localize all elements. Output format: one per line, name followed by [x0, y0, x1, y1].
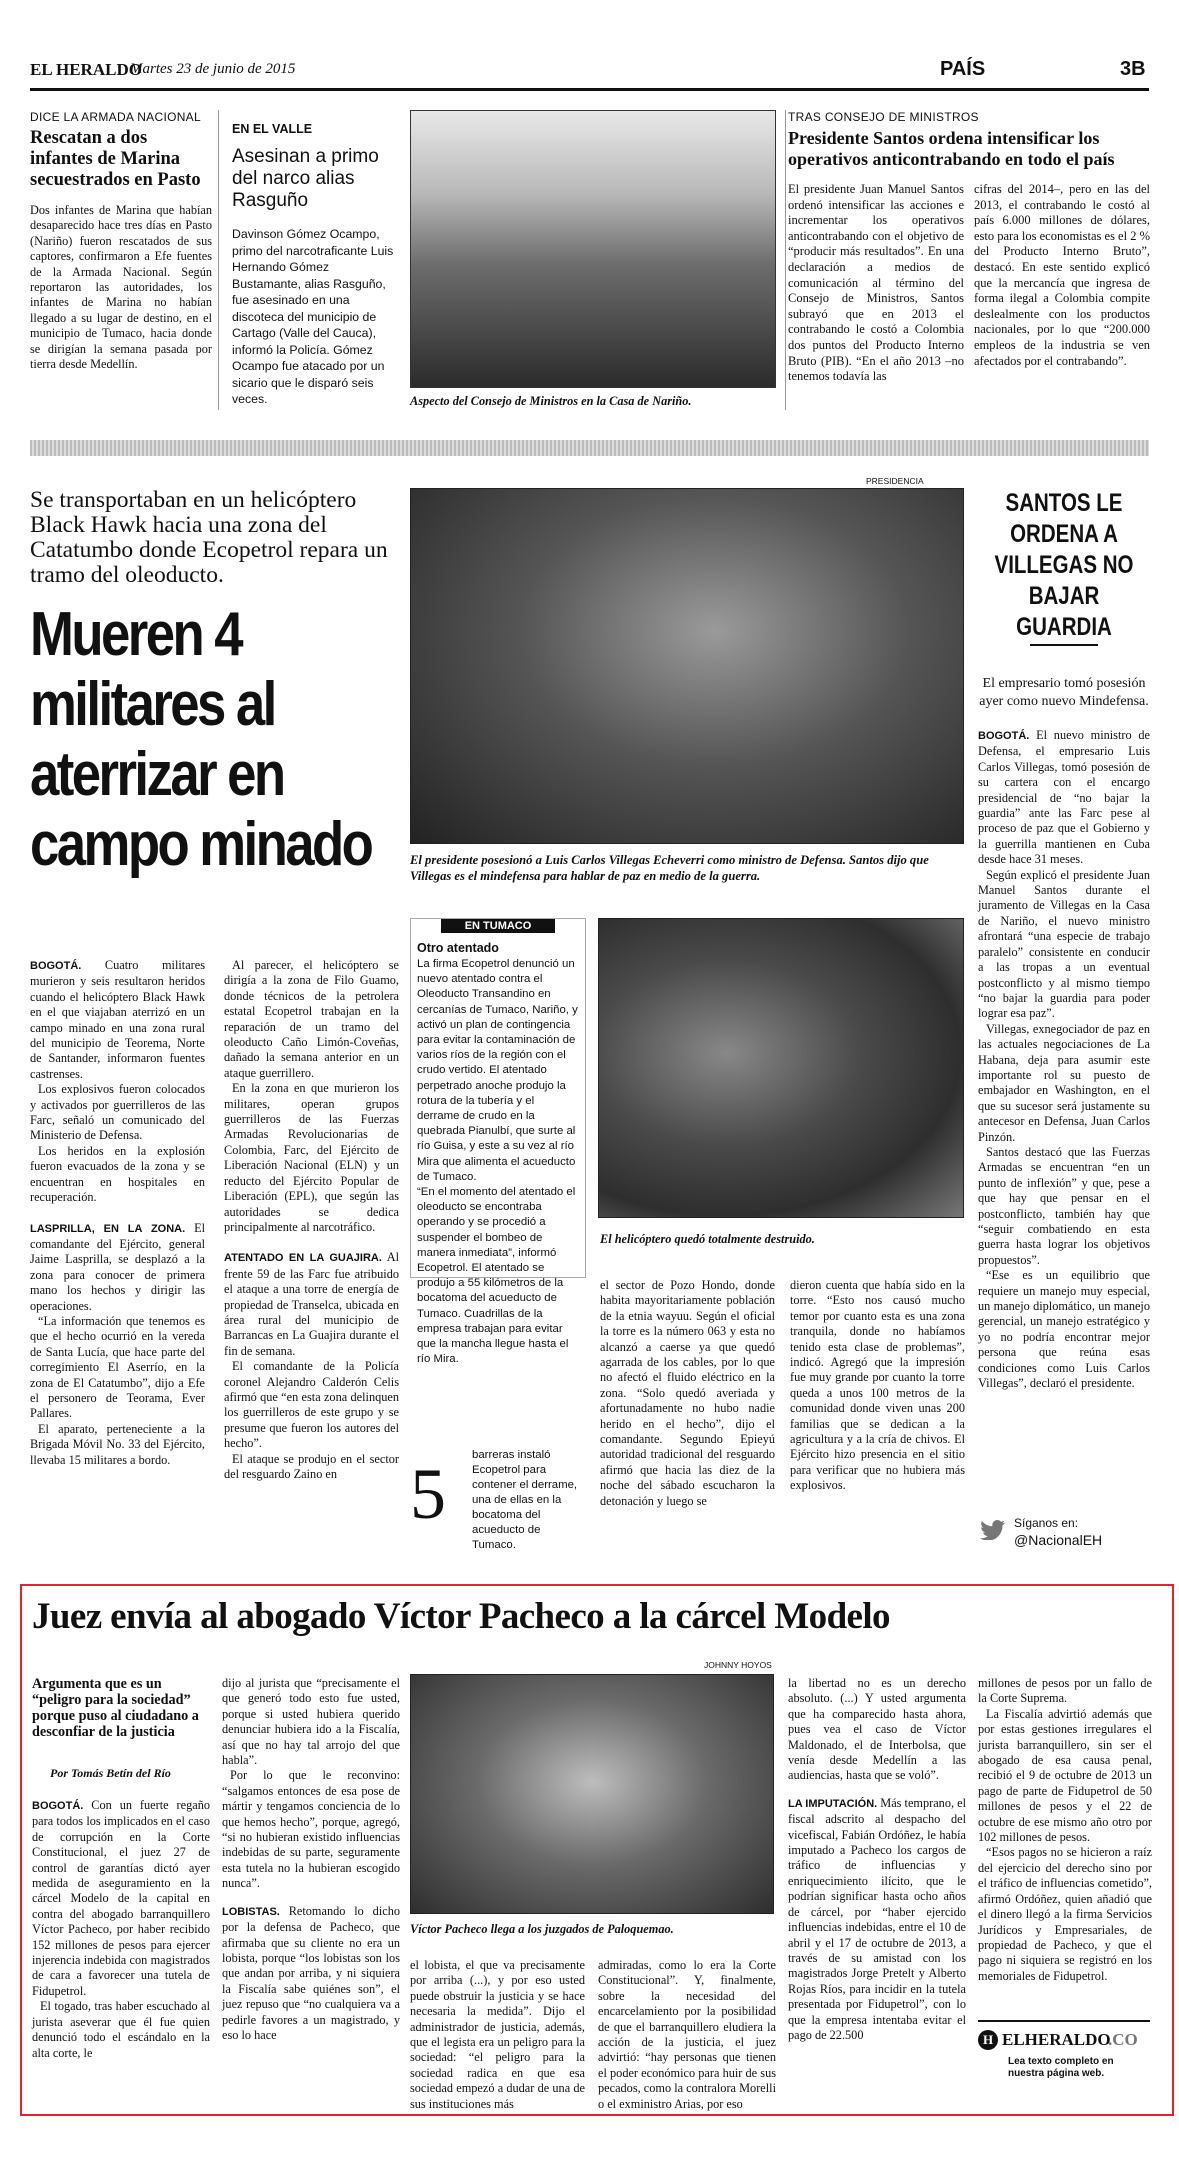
paragraph-lead: ATENTADO EN LA GUAJIRA.	[224, 1252, 382, 1265]
story-rasguno	[232, 122, 400, 408]
bottom-headline: Juez envía al abogado Víctor Pacheco a la cárcel Modelo	[32, 1596, 890, 1637]
paragraph-text: Santos destacó que las Fuerzas Armadas se encuentran “en un punto de inflexión” y que, pese a que hay que pensar en el postconflicto, también hay que “seguir combatiendo en esta guerra hasta lograr los objetivos propuestos”.	[978, 1144, 1150, 1267]
paragraph-lead: LA IMPUTACIÓN.	[788, 1797, 878, 1810]
paragraph	[978, 1022, 1150, 1145]
paragraph-text: millones de pesos por un fallo de la Corte Suprema.	[978, 1676, 1152, 1706]
box-body: La firma Ecopetrol denunció un nuevo atentado contra el Oleoducto Transandino en cercanías de Tumaco, Nariño, y activó un plan de contingencia para evitar la contaminación de varios ríos de la región con el crudo vertido. El atentado perpetrado anoche produjo la rotura de la tubería y el derrame de crudo en la quebrada Pianulbí, que surte al río Guisa, y este a su vez al río Mira que alimenta el acueducto de Tumaco.	[417, 958, 578, 1183]
box-body-2: “En el momento del atentado el oleoducto se encontraba operando y se procedió a suspender el bombeo de manera inmediata”, informó Ecopetrol. El atentado se produjo a 55 kilómetros de la bocatoma del acueducto de Tumaco. Cuadrillas de la empresa trabajan para evitar que la mancha llegue hasta el río Mira.	[417, 1186, 576, 1366]
paragraph	[30, 1082, 205, 1144]
follow-label: Síganos en:	[1014, 1516, 1079, 1530]
paragraph-text: Más temprano, el fiscal adscrito al despacho del vicefiscal, Fabián Ordóñez, le había imputado a Pacheco los cargos de tráfico de influencias y enriquecimiento ilícito, que le podrían significar hasta ocho años de cárcel, por “haber ejercido influencias indebidas, entre el 10 de abril y el 17 de octubre de 2013, a través de su amistad con los magistrados Jorge Pretelt y Alberto Rojas Ríos, para incidir en la tutela presentada por Fidupetrol”, con lo que la empresa intentaba evitar el pago de 22.500	[788, 1795, 967, 2042]
web-promo[interactable]	[978, 2020, 1150, 2092]
paragraph	[788, 1676, 966, 1784]
paragraph-text: “Ese es un equilibrio que requiere un manejo muy especial, un manejo diplomático, un manejo gerencial, un manejo estratégico y yo no podría encontrar mejor persona que reúna esas condiciones como Luis Carlos Villegas”, declaró el presidente.	[978, 1268, 1150, 1391]
photo-caption: El helicóptero quedó totalmente destruido.	[600, 1232, 815, 1246]
bottom-deck: Argumenta que es un “peligro para la sociedad” porque puso al ciudadano a desconfiar de la justicia	[32, 1676, 199, 1740]
story-body: Davinson Gómez Ocampo, primo del narcotraficante Luis Hernando Gómez Bustamante, alias Rasguño, fue asesinado en una discoteca del municipio de Cartago (Valle del Cauca), informó la Policía. Gómez Ocampo fue atacado por un sicario que le disparó seis veces.	[232, 227, 394, 406]
headline-line: militares al	[30, 670, 275, 739]
paragraph-lead: LOBISTAS.	[222, 1905, 280, 1918]
main-body-col4: el sector de Pozo Hondo, donde habita mayoritariamente población de la etnia wayuu. Según el oficial la torre es la número 063 y esta no alcanzó a caerse ya que quedó agarrada de los cables, por lo que no afectó el fluido eléctrico en la zona. “Solo quedó averiada y afortunadamente no hubo nadie herido en el hecho”, dijo el comandante. Segundo Epieyú autoridad tradicional del resguardo afirmó que hacia las diez de la noche del sábado escucharon la detonación y luego se	[600, 1278, 775, 1508]
story-body: Dos infantes de Marina que habían desaparecido hace tres días en Pasto (Nariño) fueron rescatados de sus captores, confirmaron a Efe fuentes de la Armada Nacional. Según reportaron las autoridades, los infantes de Marina no habían llegado a su lugar de destino, en el municipio de Tumaco, hacia donde se dirigían la semana pasada por tierra desde Medellín.	[30, 203, 212, 372]
helicopter-photo	[598, 918, 964, 1218]
paragraph	[224, 1250, 399, 1359]
paragraph-text: Villegas, exnegociador de paz en las actuales negociaciones de La Habana, deja para asumir este importante rol su puesto de embajador en Washington, en el que su sucesor será justamente su antecesor en Defensa, Juan Carlos Pinzón.	[978, 1021, 1150, 1144]
fact-text: barreras instaló Ecopetrol para contener el derrame, una de ellas en la bocatoma del acueducto de Tumaco.	[472, 1449, 578, 1551]
paragraph	[978, 728, 1150, 868]
main-headline	[30, 600, 410, 880]
twitter-bird-icon	[980, 1520, 1006, 1540]
bottom-body-col6	[978, 1676, 1152, 1984]
section-band	[30, 440, 1149, 456]
paragraph-text: Retomando lo dicho por la defensa de Pacheco, que afirmaba que su cliente no era un lobista, porque “los lobistas son los que andan por arriba, y ni siquiera la Fiscalía sabe quiénes son”, el juez repuso que “no cualquiera va a pedirle favores a un magistrado, y eso lo hace	[222, 1903, 400, 2042]
paragraph-text: la libertad no es un derecho absoluto. (...) Y usted argumenta que ha comparecido hasta ahora, pues vea el caso de Víctor Maldonado, el de Interbolsa, que venía desde Medellín a las audiencias, hasta que se voló”.	[788, 1676, 966, 1783]
paragraph-text: “La información que tenemos es que el hecho ocurrió en la vereda de Santa Lucía, que hace parte del corregimiento El Aserrío, en la zona de El Catatumbo”, dijo a Efe el personero de Teorama, Ever Pallares.	[30, 1313, 205, 1421]
column-divider	[218, 110, 219, 410]
story-body-col2: cifras del 2014–, pero en las del 2013, el contrabando le costó al país 6.000 millones de dólares, esto para los economistas es el 2 % del Producto Interno Bruto”, destacó. En este sentido explicó que la mercancía que ingresa de forma ilegal a Colombia compite deslealmente con los productos nacionales, por lo que “200.000 empleos de la industria se ven afectados por el contrabando”.	[974, 182, 1150, 368]
paragraph	[222, 1768, 400, 1891]
paragraph	[30, 1422, 205, 1468]
box-title: Otro atentado	[417, 941, 499, 955]
story-kicker: TRAS CONSEJO DE MINISTROS	[788, 110, 979, 124]
column-divider	[785, 110, 786, 410]
bottom-body-col5	[788, 1676, 966, 2043]
paragraph-text: Al parecer, el helicóptero se dirigía a la zona de Filo Guamo, donde técnicos de la petrolera estatal Ecopetrol trabajan en la reparación de un tramo del oleoducto Caño Limón-Coveñas, dañado la semana anterior en un ataque guerrillero.	[224, 958, 399, 1080]
paragraph-lead: BOGOTÁ.	[978, 730, 1030, 742]
paragraph	[978, 1845, 1152, 1984]
paragraph-text: “Esos pagos no se hicieron a raíz del ejercicio del derecho sino por el tráfico de influencias cometido”, afirmó Ordóñez, quien añadió que el dinero llegó a la firma Servicios Jurídicos y Empresariales, de propiedad de Pacheco, y que el pago ni siquiera se registró en los memoriales de Fidupetrol.	[978, 1845, 1152, 1983]
bottom-body-col1	[32, 1798, 210, 2061]
tumaco-box	[410, 918, 586, 1366]
paragraph-text: El togado, tras haber escuchado al jurista aseverar que él fue quien denunció todo el escándalo en la alta corte, le	[32, 1999, 210, 2060]
paragraph-text: El comandante de la Policía coronel Alejandro Calderón Celis afirmó que “en esta zona delinquen los guerrilleros de este grupo y se presume que fueron los autores del hecho”.	[224, 1359, 399, 1451]
paragraph-text: Al frente 59 de las Farc fue atribuido el ataque a una torre de energía de propiedad de Transelca, ubicada en área rural del municipio de Barrancas en La Guajira durante el fin de semana.	[224, 1250, 399, 1358]
paragraph-text: El comandante del Ejército, general Jaime Lasprilla, se desplazó a la zona para conocer de primera mano los hechos y dirigir las operaciones.	[30, 1220, 205, 1313]
paragraph-text: Por lo que le reconvino: “salgamos entonces de esa pose de mártir y tengamos conciencia de lo que hemos hecho”, porque, agregó, “si no hubieran existido influencias indebidas de su parte, seguramente esta tutela no la hubieran escogido nunca”.	[222, 1768, 400, 1891]
story-body-col1: El presidente Juan Manuel Santos ordenó intensificar las acciones e incrementar los operativos anticontrabando con el objetivo de “producir más resultados”. En una declaración a medios de comunicación al término del Consejo de Ministros, Santos subrayó que en 2013 el contrabando le costó a Colombia dos puntos del Producto Interno Bruto (PIB). “En el año 2013 –no tenemos todavía las	[788, 182, 964, 384]
follow-handle[interactable]: @NacionalEH	[1014, 1532, 1103, 1548]
side-deck: El empresario tomó posesión ayer como nuevo Mindefensa.	[979, 676, 1149, 709]
issue-date: Martes 23 de junio de 2015	[130, 61, 296, 77]
main-body-col5: dieron cuenta que había sido en la torre. “Esto nos causó mucho temor por cuanto esta es una zona tranquila, donde no habíamos tenido esta clase de problemas”, indicó. Agregó que la impresión fue muy grande por cuanto la torre queda a unos 100 metros de la comunidad donde viven unas 200 familias que se dedican a la agricultura y a la cría de chivos. El Ejército hizo presencia en el sitio para verificar que no hubiera más explosivos.	[790, 1278, 965, 1493]
masthead	[30, 60, 1149, 90]
photo-credit: JOHNNY HOYOS	[704, 1660, 772, 1670]
paragraph-lead: BOGOTÁ.	[32, 1800, 84, 1812]
box-tag: EN TUMACO	[441, 919, 555, 933]
photo-caption: Aspecto del Consejo de Ministros en la Casa de Nariño.	[410, 394, 692, 408]
paragraph	[32, 1798, 210, 1999]
story-kicker: EN EL VALLE	[232, 122, 313, 136]
paragraph	[30, 1314, 205, 1422]
promo-brand: ELHERALDO	[1002, 2030, 1111, 2049]
paragraph-text: El nuevo ministro de Defensa, el empresario Luis Carlos Villegas, tomó posesión de su cartera con el encargo presidencial de “no bajar la guardia” ante las Farc pese al proceso de paz que el Gobierno y la guerrilla mantienen en Cuba desde hace 31 meses.	[978, 728, 1150, 867]
page-number: 3B	[1120, 58, 1146, 80]
side-headline: SANTOS LE ORDENA A VILLEGAS NO BAJAR GUARDIA	[994, 489, 1134, 641]
paragraph	[224, 1359, 399, 1451]
bottom-body-col3: el lobista, el que va precisamente por arriba (...), y por eso usted puede obstruir la justicia y se hace necesaria la medida”. Dijo el administrador de justicia, además, que el legista era un peligro para la sociedad: “el peligro para la sociedad radica en que esa sociedad empezó a dudar de una de sus instituciones más	[410, 1958, 585, 2111]
paragraph	[978, 868, 1150, 1022]
bottom-body-col2	[222, 1676, 400, 2043]
paragraph	[978, 1145, 1150, 1268]
photo-caption: Víctor Pacheco llega a los juzgados de Paloquemao.	[410, 1922, 674, 1936]
paragraph	[224, 958, 399, 1081]
paragraph	[788, 1796, 966, 2044]
main-body-col1	[30, 958, 205, 1468]
side-story	[978, 488, 1150, 1391]
paragraph	[224, 1452, 399, 1483]
paragraph	[30, 1221, 205, 1314]
paragraph	[224, 1081, 399, 1235]
paragraph	[222, 1904, 400, 2044]
main-deck: Se transportaban en un helicóptero Black Hawk hacia una zona del Catatumbo donde Ecopetrol repara un tramo del oleoducto.	[30, 487, 388, 588]
paragraph-text: Los heridos en la explosión fueron evacuados de la zona y se encuentran en hospitales en recuperación.	[30, 1143, 205, 1205]
paragraph	[978, 1676, 1152, 1707]
paragraph-text: Los explosivos fueron colocados y activados por guerrilleros de las Farc, señaló un comunicado del Ministerio de Defensa.	[30, 1082, 205, 1143]
social-follow[interactable]	[980, 1512, 1150, 1552]
pacheco-photo	[410, 1674, 774, 1914]
paragraph-text: El aparato, perteneciente a la Brigada Móvil No. 33 del Ejército, llevaba 15 militares a bordo.	[30, 1421, 205, 1467]
story-headline: Presidente Santos ordena intensificar los operativos anticontrabando en todo el país	[788, 128, 1115, 169]
paragraph	[30, 1144, 205, 1206]
paragraph	[978, 1268, 1150, 1391]
story-kicker: DICE LA ARMADA NACIONAL	[30, 110, 201, 124]
story-headline: Asesinan a primo del narco alias Rasguño	[232, 146, 379, 211]
paragraph	[30, 958, 205, 1082]
promo-rule	[978, 2020, 1150, 2022]
paragraph-text: En la zona en que murieron los militares, operan grupos guerrilleros de las Fuerzas Armadas Revolucionarias de Colombia, Farc, del Ejército de Liberación Nacional (ELN) y un reducto del Ejército Popular de Liberación (EPL), que según las autoridades se dedica principalmente al narcotráfico.	[224, 1081, 399, 1234]
heraldo-logo-icon: H	[978, 2030, 998, 2050]
paragraph-text: El ataque se produjo en el sector del resguardo Zaino en	[224, 1451, 399, 1481]
paper-name: EL HERALDO	[30, 60, 142, 79]
paragraph	[978, 1707, 1152, 1846]
headline-line: Mueren 4	[30, 600, 241, 669]
masthead-rule	[30, 88, 1149, 91]
paragraph-lead: BOGOTÁ.	[30, 960, 82, 972]
paragraph-text: dijo al jurista que “precisamente el que generó todo esto fue usted, porque si usted hubiera querido denunciar hubiera ido a la Fiscalía, así que no hay tal arrojo del que habla”.	[222, 1676, 400, 1768]
photo-credit: PRESIDENCIA	[866, 476, 924, 486]
headline-line: campo minado	[30, 810, 372, 879]
bottom-body-col4: admiradas, como lo era la Corte Constitucional”. Y, finalmente, sobre la necesidad del encarcelamiento por la posibilidad de que el barranquillero eludiera la acción de la justicia, el juez advirtió: “hay personas que tienen el poder económico para huir de sus pecados, como la contralora Morelli o el exministro Arias, por eso	[598, 1958, 776, 2111]
side-body	[978, 728, 1150, 1391]
paragraph-text: La Fiscalía advirtió además que por estas gestiones irregulares el jurista barranquillero, sin ser el abogado de esa causa penal, recibió el 9 de octubre de 2013 un pago de parte de Fidupetrol de 50 millones de pesos y el 22 de octubre de ese mismo año otro por 102 millones de pesos.	[978, 1706, 1152, 1845]
council-photo	[410, 110, 776, 388]
headline-line: aterrizar en	[30, 740, 284, 809]
story-headline: Rescatan a dos infantes de Marina secuestrados en Pasto	[30, 128, 201, 190]
promo-text: Lea texto completo en nuestra página web.	[1008, 2056, 1114, 2079]
paragraph	[32, 1999, 210, 2061]
section-name: PAÍS	[940, 58, 986, 80]
promo-tld: .CO	[1108, 2030, 1138, 2049]
paragraph	[222, 1676, 400, 1768]
byline: Por Tomás Betín del Río	[50, 1766, 171, 1780]
paragraph-lead: LASPRILLA, EN LA ZONA.	[30, 1222, 186, 1235]
main-body-col2	[224, 958, 399, 1482]
photo-caption: El presidente posesionó a Luis Carlos Villegas Echeverri como ministro de Defensa. Santos dijo que Villegas es el mindefensa para hablar de paz en medio de la guerra.	[410, 853, 929, 883]
paragraph-text: Según explicó el presidente Juan Manuel Santos durante el juramento de Villegas en la Casa de Nariño, el nuevo ministro afrontará “una especie de trabajo paralelo” consistente en conducir a las tropas a un eventual postconflicto y al mismo tiempo “no bajar la guardia para poder lograr esa paz”.	[978, 867, 1150, 1021]
swearing-in-photo	[410, 488, 964, 844]
story-contrabando	[788, 110, 1150, 170]
story-rescate	[30, 110, 212, 372]
fact-number: 5	[410, 1454, 446, 1534]
side-rule	[1030, 644, 1098, 646]
paragraph-text: Con un fuerte regaño para todos los implicados en el caso de corrupción en la Corte Constitucional, el juez 27 de control de garantías dictó ayer medida de aseguramiento en la cárcel Modelo de la capital en contra del abogado barranquillero Víctor Pacheco, por haber recibido 152 millones de pesos para ejercer injerencia indebida con magistrados de cara a favorecer una tutela de Fidupetrol.	[32, 1798, 210, 1998]
paragraph-text: Cuatro militares murieron y seis resultaron heridos cuando el helicóptero Black Hawk en el que viajaban aterrizó en un campo minado en una zona rural del municipio de Teorema, Norte de Santander, informaron fuentes castrenses.	[30, 958, 205, 1081]
